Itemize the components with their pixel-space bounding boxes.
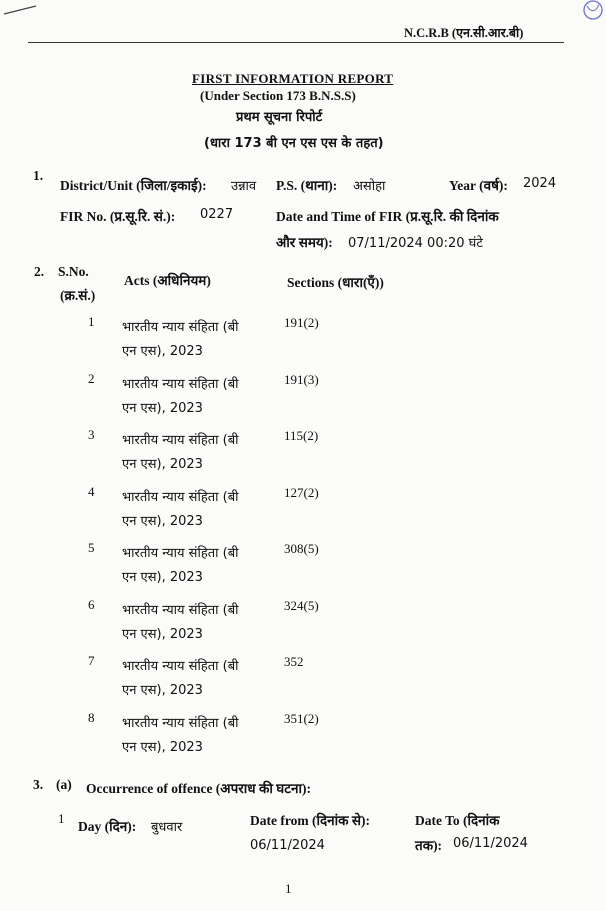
table-row-act: भारतीय न्याय संहिता (बी	[122, 433, 239, 448]
table-row-sno: 6	[88, 597, 95, 612]
police-station-value: असोहा	[353, 179, 386, 194]
date-to-value: 06/11/2024	[453, 836, 528, 851]
table-row-act: भारतीय न्याय संहिता (बी	[122, 716, 239, 731]
day-label: Day (दिन):	[78, 819, 137, 834]
district-value: उन्नाव	[231, 179, 257, 194]
table-row-sno: 7	[88, 653, 95, 668]
table-row-section: 115(2)	[284, 428, 319, 443]
stamp-mark-icon	[580, 0, 606, 26]
report-title-hindi: प्रथम सूचना रिपोर्ट	[236, 110, 323, 125]
column-sno-header-hindi: (क्र.सं.)	[60, 288, 96, 303]
table-row-section: 308(5)	[284, 541, 319, 556]
table-row-section: 191(3)	[284, 372, 319, 387]
page-number: 1	[285, 881, 292, 896]
table-row-act: भारतीय न्याय संहिता (बी	[122, 659, 239, 674]
fir-number-label: FIR No. (प्र.सू.रि. सं.):	[60, 209, 176, 224]
occurrence-item-number: 1	[58, 811, 65, 826]
fir-number-value: 0227	[200, 207, 234, 222]
pen-mark-icon	[0, 0, 40, 20]
table-row-section: 191(2)	[284, 315, 319, 330]
table-row-section: 352	[284, 654, 304, 669]
section-1-number: 1.	[33, 168, 44, 183]
table-row-act-cont: एन एस), 2023	[122, 570, 203, 585]
fir-datetime-label: Date and Time of FIR (प्र.सू.रि. की दिनांक	[276, 209, 499, 224]
table-row-act-cont: एन एस), 2023	[122, 683, 203, 698]
date-to-label-cont: तक):	[415, 838, 443, 853]
column-sno-header: S.No.	[58, 264, 89, 279]
table-row-act: भारतीय न्याय संहिता (बी	[122, 320, 239, 335]
year-label: Year (वर्ष):	[449, 178, 508, 193]
police-station-label: P.S. (थाना):	[276, 178, 338, 193]
report-subtitle: (Under Section 173 B.N.S.S)	[200, 88, 356, 103]
date-from-value: 06/11/2024	[250, 838, 325, 853]
date-from-label: Date from (दिनांक से):	[250, 813, 370, 828]
section-3-sub: (a)	[56, 777, 72, 792]
section-3-number: 3.	[33, 777, 44, 792]
table-row-sno: 8	[88, 710, 95, 725]
table-row-act: भारतीय न्याय संहिता (बी	[122, 546, 239, 561]
report-subtitle-hindi: (धारा 173 बी एन एस एस के तहत)	[204, 136, 384, 151]
ncrb-label: N.C.R.B (एन.सी.आर.बी)	[404, 26, 524, 40]
table-row-sno: 5	[88, 540, 95, 555]
table-row-act-cont: एन एस), 2023	[122, 401, 203, 416]
occurrence-heading: Occurrence of offence (अपराध की घटना):	[86, 781, 311, 796]
table-row-section: 351(2)	[284, 711, 319, 726]
table-row-act: भारतीय न्याय संहिता (बी	[122, 377, 239, 392]
date-to-label: Date To (दिनांक	[415, 813, 500, 828]
table-row-act-cont: एन एस), 2023	[122, 514, 203, 529]
column-acts-header: Acts (अधिनियम)	[124, 273, 211, 288]
section-2-number: 2.	[34, 264, 45, 279]
fir-datetime-value: 07/11/2024 00:20 घंटे	[348, 236, 483, 251]
day-value: बुधवार	[151, 820, 183, 835]
district-label: District/Unit (जिला/इकाई):	[60, 178, 207, 193]
report-title: FIRST INFORMATION REPORT	[192, 71, 394, 86]
table-row-act-cont: एन एस), 2023	[122, 457, 203, 472]
fir-datetime-label-cont: और समय):	[276, 235, 333, 250]
year-value: 2024	[523, 176, 557, 191]
table-row-sno: 1	[88, 314, 95, 329]
table-row-act: भारतीय न्याय संहिता (बी	[122, 603, 239, 618]
table-row-sno: 2	[88, 371, 95, 386]
column-sections-header: Sections (धारा(एँ))	[287, 275, 384, 290]
table-row-section: 324(5)	[284, 598, 319, 613]
header-divider	[28, 42, 564, 43]
table-row-section: 127(2)	[284, 485, 319, 500]
table-row-act-cont: एन एस), 2023	[122, 627, 203, 642]
table-row-act: भारतीय न्याय संहिता (बी	[122, 490, 239, 505]
table-row-act-cont: एन एस), 2023	[122, 344, 203, 359]
table-row-act-cont: एन एस), 2023	[122, 740, 203, 755]
table-row-sno: 3	[88, 427, 95, 442]
table-row-sno: 4	[88, 484, 95, 499]
